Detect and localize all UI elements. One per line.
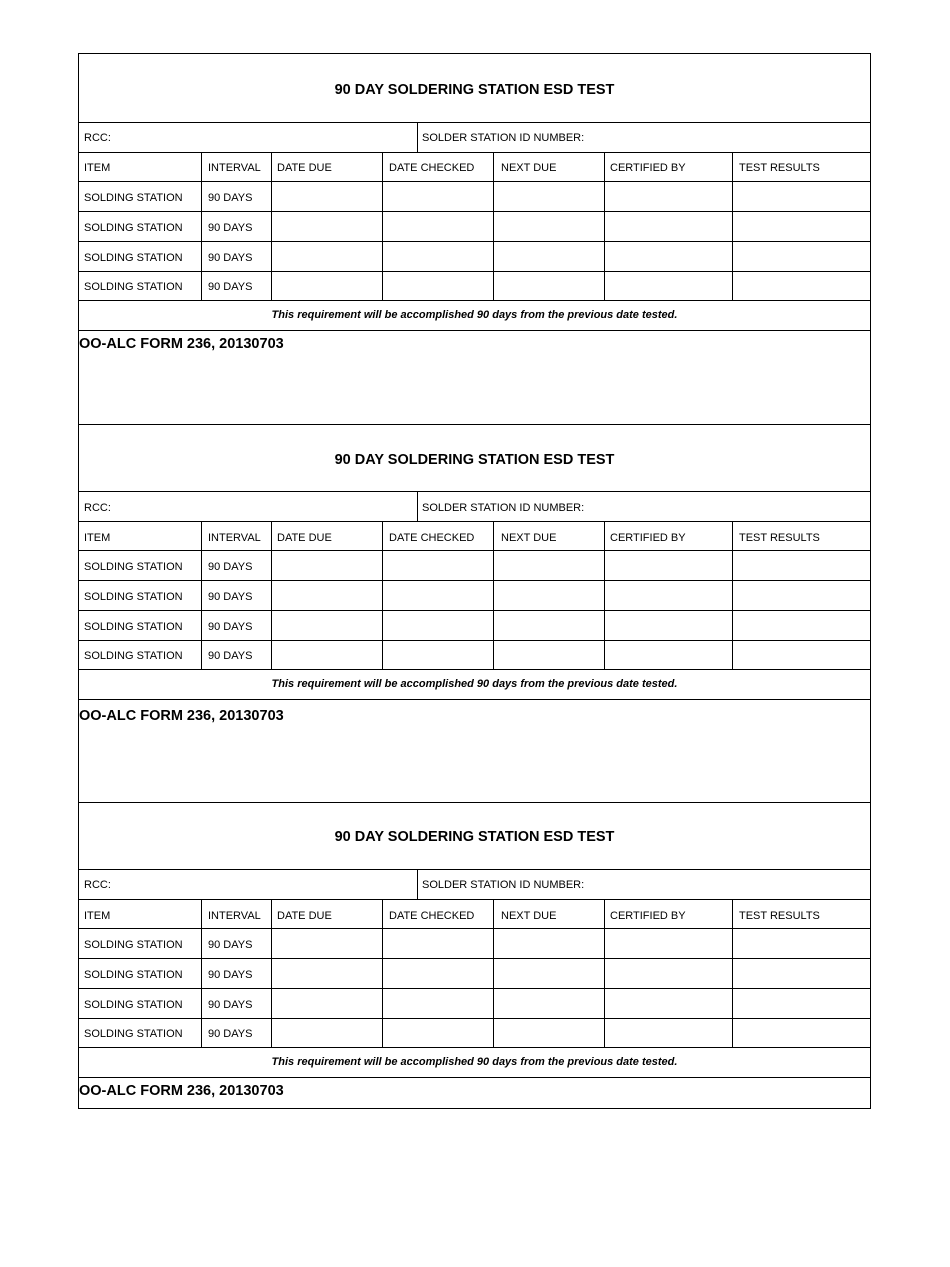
divider — [382, 899, 383, 1047]
row-item: SOLDING STATION — [84, 192, 183, 204]
column-header-item: ITEM — [84, 910, 111, 922]
divider — [79, 300, 870, 301]
station-id-label: SOLDER STATION ID NUMBER: — [422, 132, 585, 144]
row-item: SOLDING STATION — [84, 939, 183, 951]
column-header-date-due: DATE DUE — [277, 162, 332, 174]
column-header-test-results: TEST RESULTS — [739, 162, 820, 174]
row-interval: 90 DAYS — [208, 192, 253, 204]
form-sheet — [78, 53, 871, 1109]
divider — [382, 521, 383, 669]
divider — [493, 521, 494, 669]
divider — [604, 521, 605, 669]
column-header-date-checked: DATE CHECKED — [389, 532, 475, 544]
divider — [79, 580, 870, 581]
divider — [201, 899, 202, 1047]
esd-test-form-1 — [79, 54, 870, 424]
divider — [79, 988, 870, 989]
divider — [201, 152, 202, 300]
column-header-item: ITEM — [84, 532, 111, 544]
rcc-label: RCC: — [84, 132, 111, 144]
row-interval: 90 DAYS — [208, 1028, 253, 1040]
row-interval: 90 DAYS — [208, 222, 253, 234]
column-header-certified-by: CERTIFIED BY — [610, 532, 686, 544]
divider — [79, 869, 870, 870]
divider — [79, 271, 870, 272]
divider — [79, 699, 870, 700]
form-number: OO-ALC FORM 236, 20130703 — [79, 336, 284, 352]
divider — [271, 152, 272, 300]
divider — [604, 152, 605, 300]
divider — [79, 610, 870, 611]
requirement-note: This requirement will be accomplished 90 days from the previous date tested. — [271, 309, 678, 321]
row-item: SOLDING STATION — [84, 281, 183, 293]
row-interval: 90 DAYS — [208, 999, 253, 1011]
divider — [79, 211, 870, 212]
column-header-interval: INTERVAL — [208, 532, 261, 544]
row-item: SOLDING STATION — [84, 252, 183, 264]
divider — [79, 1077, 870, 1078]
divider — [79, 181, 870, 182]
divider — [79, 152, 870, 153]
divider — [493, 152, 494, 300]
form-title: 90 DAY SOLDERING STATION ESD TEST — [334, 452, 615, 468]
row-item: SOLDING STATION — [84, 969, 183, 981]
requirement-note: This requirement will be accomplished 90 days from the previous date tested. — [271, 1056, 678, 1068]
divider — [79, 928, 870, 929]
divider — [604, 899, 605, 1047]
row-item: SOLDING STATION — [84, 222, 183, 234]
column-header-date-due: DATE DUE — [277, 532, 332, 544]
row-interval: 90 DAYS — [208, 252, 253, 264]
column-header-certified-by: CERTIFIED BY — [610, 162, 686, 174]
divider — [79, 521, 870, 522]
row-item: SOLDING STATION — [84, 999, 183, 1011]
row-item: SOLDING STATION — [84, 1028, 183, 1040]
form-number: OO-ALC FORM 236, 20130703 — [79, 1083, 284, 1099]
divider — [732, 899, 733, 1047]
row-interval: 90 DAYS — [208, 281, 253, 293]
column-header-date-checked: DATE CHECKED — [389, 162, 475, 174]
column-header-next-due: NEXT DUE — [501, 910, 557, 922]
column-header-item: ITEM — [84, 162, 111, 174]
divider — [382, 152, 383, 300]
divider — [201, 521, 202, 669]
requirement-note: This requirement will be accomplished 90 days from the previous date tested. — [271, 678, 678, 690]
form-title: 90 DAY SOLDERING STATION ESD TEST — [334, 82, 615, 98]
row-interval: 90 DAYS — [208, 650, 253, 662]
row-interval: 90 DAYS — [208, 939, 253, 951]
column-header-certified-by: CERTIFIED BY — [610, 910, 686, 922]
column-header-date-checked: DATE CHECKED — [389, 910, 475, 922]
divider — [79, 330, 870, 331]
esd-test-form-3 — [79, 802, 870, 1110]
divider — [417, 491, 418, 521]
divider — [79, 1047, 870, 1048]
column-header-next-due: NEXT DUE — [501, 162, 557, 174]
rcc-label: RCC: — [84, 879, 111, 891]
row-item: SOLDING STATION — [84, 591, 183, 603]
row-item: SOLDING STATION — [84, 621, 183, 633]
form-number: OO-ALC FORM 236, 20130703 — [79, 708, 284, 724]
divider — [417, 869, 418, 899]
divider — [79, 669, 870, 670]
column-header-date-due: DATE DUE — [277, 910, 332, 922]
divider — [79, 241, 870, 242]
column-header-test-results: TEST RESULTS — [739, 532, 820, 544]
row-item: SOLDING STATION — [84, 650, 183, 662]
form-title: 90 DAY SOLDERING STATION ESD TEST — [334, 829, 615, 845]
row-interval: 90 DAYS — [208, 591, 253, 603]
column-header-interval: INTERVAL — [208, 162, 261, 174]
row-interval: 90 DAYS — [208, 561, 253, 573]
station-id-label: SOLDER STATION ID NUMBER: — [422, 502, 585, 514]
row-interval: 90 DAYS — [208, 621, 253, 633]
esd-test-form-2 — [79, 424, 870, 802]
column-header-next-due: NEXT DUE — [501, 532, 557, 544]
divider — [417, 122, 418, 152]
row-item: SOLDING STATION — [84, 561, 183, 573]
divider — [732, 521, 733, 669]
divider — [271, 899, 272, 1047]
divider — [271, 521, 272, 669]
divider — [493, 899, 494, 1047]
station-id-label: SOLDER STATION ID NUMBER: — [422, 879, 585, 891]
divider — [79, 1018, 870, 1019]
rcc-label: RCC: — [84, 502, 111, 514]
divider — [79, 550, 870, 551]
divider — [79, 491, 870, 492]
column-header-test-results: TEST RESULTS — [739, 910, 820, 922]
divider — [732, 152, 733, 300]
divider — [79, 899, 870, 900]
divider — [79, 640, 870, 641]
divider — [79, 958, 870, 959]
column-header-interval: INTERVAL — [208, 910, 261, 922]
divider — [79, 122, 870, 123]
row-interval: 90 DAYS — [208, 969, 253, 981]
